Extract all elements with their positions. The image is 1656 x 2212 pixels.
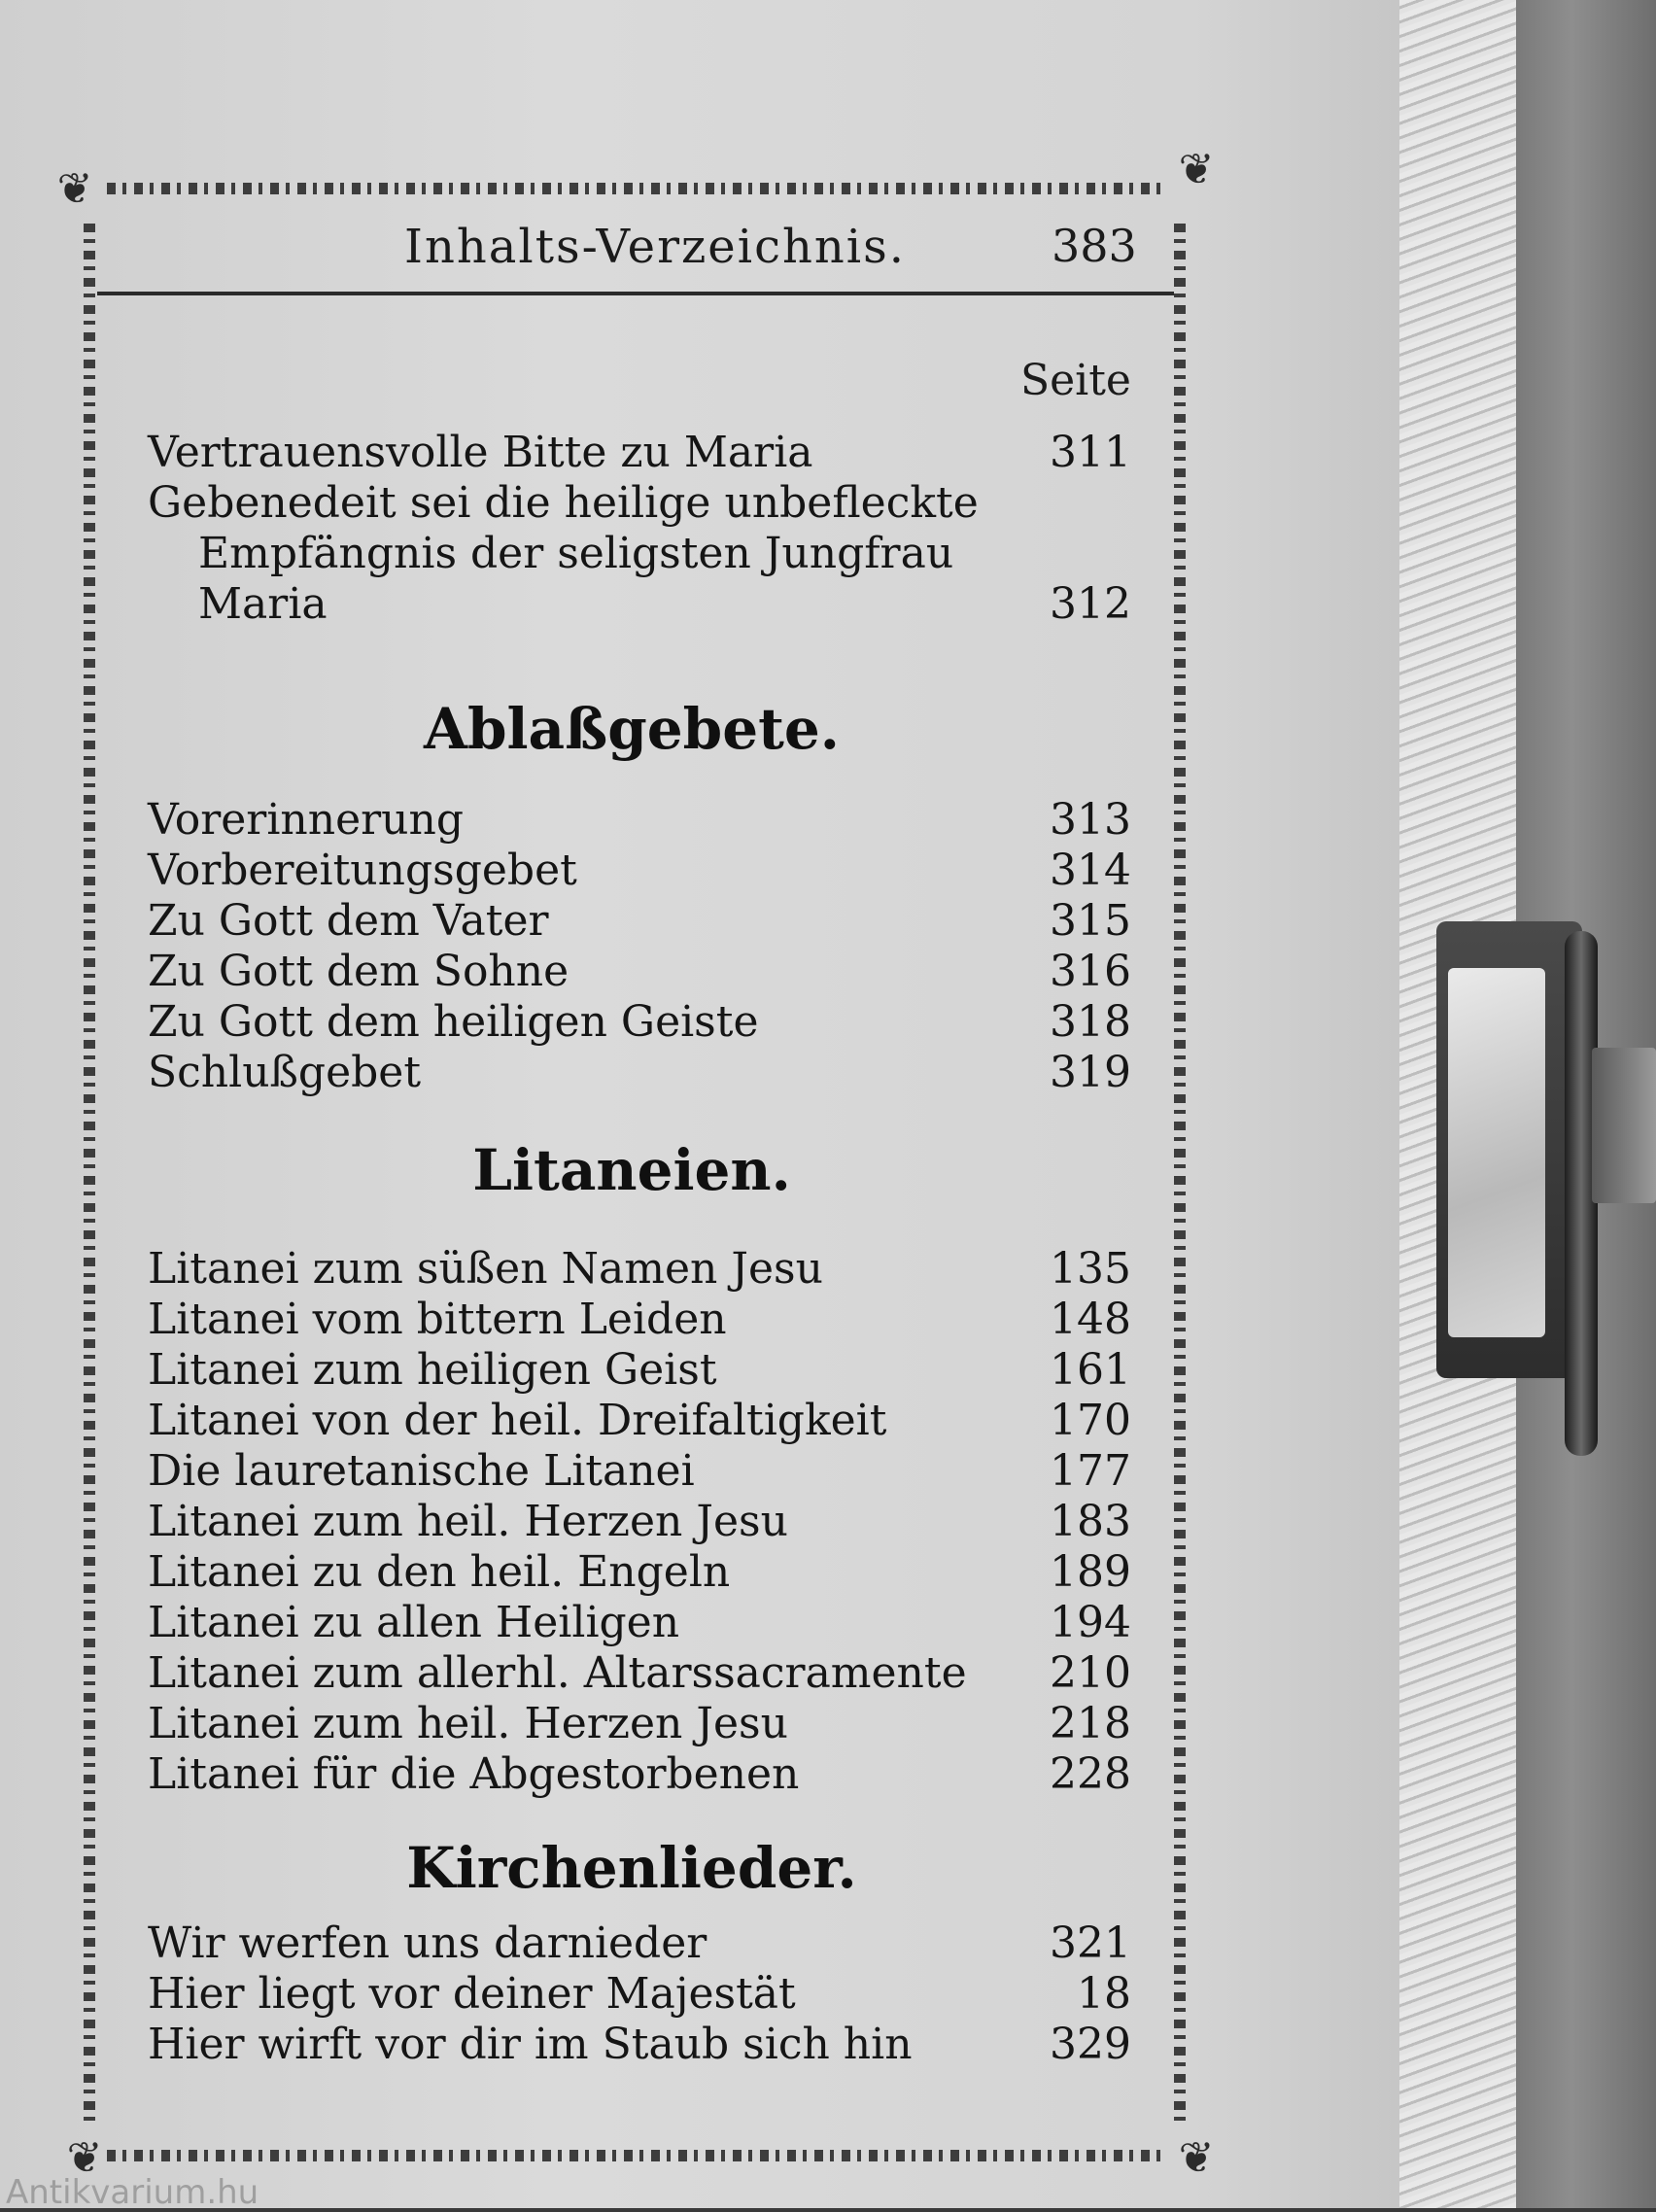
toc-entry: [148, 1396, 1131, 1446]
toc-entry-title: Litanei für die Abgestorbenen: [148, 1749, 800, 1799]
toc-entry-title: Vertrauensvolle Bitte zu Maria: [148, 428, 813, 477]
toc-entry-page: 316: [1050, 947, 1131, 996]
toc-entry-page: 189: [1050, 1547, 1131, 1597]
toc-entry-title: Die lauretanische Litanei: [148, 1446, 695, 1496]
toc-entry: [148, 997, 1131, 1048]
toc-entry-page: 135: [1050, 1244, 1131, 1294]
toc-entry: [148, 1244, 1131, 1295]
toc-entry-page: 312: [1050, 579, 1131, 629]
toc-entry-title: Vorbereitungsgebet: [148, 846, 577, 895]
toc-entry-continuation: [148, 579, 1131, 630]
toc-entry: [148, 1547, 1131, 1598]
toc-entry-title: Wir werfen uns darnieder: [148, 1918, 707, 1968]
toc-entry-page: 170: [1050, 1396, 1131, 1445]
toc-entry-page: 319: [1050, 1048, 1131, 1097]
toc-entry: [148, 896, 1131, 947]
toc-entry-page: 311: [1050, 428, 1131, 477]
toc-entry-title: Litanei zu den heil. Engeln: [148, 1547, 731, 1597]
toc-entry: [148, 1497, 1131, 1547]
toc-entry: [148, 1345, 1131, 1396]
toc-entry: [148, 795, 1131, 846]
corner-ornament-icon: ❦: [1178, 2133, 1215, 2183]
frame-bottom: [107, 2150, 1166, 2161]
toc-entry-title: Zu Gott dem Vater: [148, 896, 549, 946]
toc-entry: [148, 846, 1131, 896]
toc-entry-continuation: [148, 529, 1131, 579]
section-heading: Kirchenlieder.: [406, 1835, 857, 1901]
header-rule: [97, 292, 1174, 295]
toc-entry-title: Empfängnis der seligsten Jungfrau: [198, 529, 954, 578]
toc-entry-title: Zu Gott dem Sohne: [148, 947, 569, 996]
toc-entry-title: Litanei zum heil. Herzen Jesu: [148, 1497, 788, 1546]
toc-entry-title: Hier wirft vor dir im Staub sich hin: [148, 2020, 913, 2069]
toc-entry-page: 18: [1077, 1969, 1131, 2019]
page-number: 383: [1052, 220, 1137, 272]
book-clasp: [1436, 921, 1656, 1458]
toc-entry-title: Litanei von der heil. Dreifaltigkeit: [148, 1396, 887, 1445]
toc-section-litaneien: [148, 1244, 1131, 1800]
toc-entry-page: 318: [1050, 997, 1131, 1047]
corner-ornament-icon: ❦: [56, 164, 93, 214]
toc-entry: [148, 1295, 1131, 1345]
toc-entry-page: 314: [1050, 846, 1131, 895]
toc-entry-title: Gebenedeit sei die heilige unbefleckte: [148, 478, 979, 528]
toc-entry-title: Hier liegt vor deiner Majestät: [148, 1969, 796, 2019]
clasp-hook: [1592, 1048, 1656, 1203]
toc-entry: [148, 1969, 1131, 2020]
toc-entry-title: Litanei zum süßen Namen Jesu: [148, 1244, 823, 1294]
toc-entry-title: Litanei zum heiligen Geist: [148, 1345, 717, 1395]
clasp-insert: [1448, 968, 1545, 1337]
toc-entry-page: 177: [1050, 1446, 1131, 1496]
toc-entry: [148, 947, 1131, 997]
toc-entry-title: Maria: [198, 579, 328, 629]
toc-entry-title: Litanei vom bittern Leiden: [148, 1295, 727, 1344]
section-heading: Ablaßgebete.: [423, 696, 841, 762]
corner-ornament-icon: ❦: [66, 2133, 103, 2183]
toc-entry-page: 194: [1050, 1598, 1131, 1647]
toc-entry-page: 218: [1050, 1699, 1131, 1748]
toc-entry-title: Litanei zum allerhl. Altarssacramente: [148, 1648, 967, 1698]
toc-entry-page: 329: [1050, 2020, 1131, 2069]
toc-entry: [148, 1699, 1131, 1749]
toc-entry: [148, 478, 1131, 529]
toc-entry-page: 183: [1050, 1497, 1131, 1546]
watermark: Antikvarium.hu: [6, 2173, 259, 2212]
page-column-label: Seite: [1020, 356, 1131, 405]
toc-entry-title: Schlußgebet: [148, 1048, 422, 1097]
corner-ornament-icon: ❦: [1178, 145, 1215, 194]
toc-entry: [148, 1918, 1131, 1969]
toc-entry: [148, 1749, 1131, 1800]
frame-top: [107, 183, 1166, 194]
toc-entry-title: Litanei zum heil. Herzen Jesu: [148, 1699, 788, 1748]
toc-entry: [148, 1446, 1131, 1497]
toc-entry-page: 228: [1050, 1749, 1131, 1799]
toc-entry-page: 321: [1050, 1918, 1131, 1968]
toc-entry-page: 161: [1050, 1345, 1131, 1395]
toc-entry-title: Vorerinnerung: [148, 795, 464, 845]
toc-section-kirchenlieder: [148, 1918, 1131, 2070]
running-head: Inhalts-Verzeichnis.: [404, 220, 907, 274]
toc-entry: [148, 2020, 1131, 2070]
section-heading: Litaneien.: [472, 1137, 791, 1203]
toc-entry-page: 313: [1050, 795, 1131, 845]
toc-entry-title: Litanei zu allen Heiligen: [148, 1598, 680, 1647]
toc-group-intro: [148, 428, 1131, 630]
toc-entry: [148, 1648, 1131, 1699]
toc-section-ablassgebete: [148, 795, 1131, 1098]
toc-entry: [148, 428, 1131, 478]
toc-entry-page: 210: [1050, 1648, 1131, 1698]
toc-entry-page: 315: [1050, 896, 1131, 946]
toc-entry-page: 148: [1050, 1295, 1131, 1344]
toc-entry: [148, 1598, 1131, 1648]
toc-entry: [148, 1048, 1131, 1098]
toc-entry-title: Zu Gott dem heiligen Geiste: [148, 997, 759, 1047]
